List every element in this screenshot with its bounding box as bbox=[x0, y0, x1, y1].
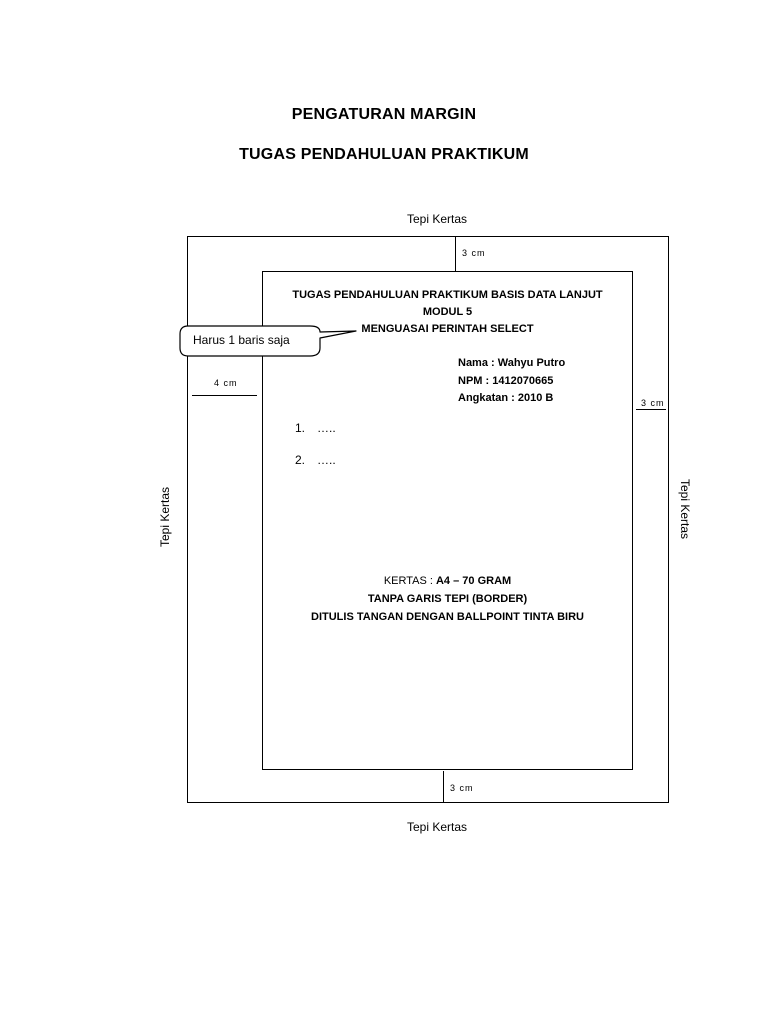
page-subtitle: TUGAS PENDAHULUAN PRAKTIKUM bbox=[239, 146, 529, 163]
edge-label-right: Tepi Kertas bbox=[678, 478, 692, 540]
edge-label-top: Tepi Kertas bbox=[406, 212, 468, 226]
edge-label-left: Tepi Kertas bbox=[158, 486, 172, 548]
list-item-text: ….. bbox=[317, 453, 336, 467]
header-line-1: TUGAS PENDAHULUAN PRAKTIKUM BASIS DATA LANJUT bbox=[292, 289, 603, 301]
page-title: PENGATURAN MARGIN bbox=[291, 106, 477, 123]
header-line-3: MENGUASAI PERINTAH SELECT bbox=[361, 323, 534, 335]
left-margin-label: 4 cm bbox=[214, 378, 238, 388]
identity-angkatan: Angkatan : 2010 B bbox=[458, 392, 554, 404]
bottom-margin-line bbox=[443, 771, 444, 802]
left-margin-line bbox=[192, 395, 257, 396]
list-item-number: 1. bbox=[295, 421, 306, 435]
top-margin-line bbox=[455, 237, 456, 271]
identity-npm: NPM : 1412070665 bbox=[458, 375, 554, 387]
list-item-text: ….. bbox=[317, 421, 336, 435]
right-margin-line bbox=[636, 409, 666, 410]
note-paper-prefix: KERTAS : bbox=[383, 575, 436, 587]
bottom-margin-label: 3 cm bbox=[450, 783, 474, 793]
note-border: TANPA GARIS TEPI (BORDER) bbox=[367, 593, 528, 605]
note-paper bbox=[262, 575, 633, 587]
note-paper-value: A4 – 70 GRAM bbox=[435, 575, 512, 587]
top-margin-label: 3 cm bbox=[462, 248, 486, 258]
list-item bbox=[295, 453, 336, 467]
identity-name: Nama : Wahyu Putro bbox=[458, 357, 566, 369]
header-line-2: MODUL 5 bbox=[422, 306, 473, 318]
edge-label-bottom: Tepi Kertas bbox=[406, 820, 468, 834]
list-item bbox=[295, 421, 336, 435]
callout-text: Harus 1 baris saja bbox=[193, 333, 290, 347]
note-pen: DITULIS TANGAN DENGAN BALLPOINT TINTA BIRU bbox=[311, 611, 584, 623]
right-margin-label: 3 cm bbox=[641, 398, 665, 408]
list-item-number: 2. bbox=[295, 453, 306, 467]
